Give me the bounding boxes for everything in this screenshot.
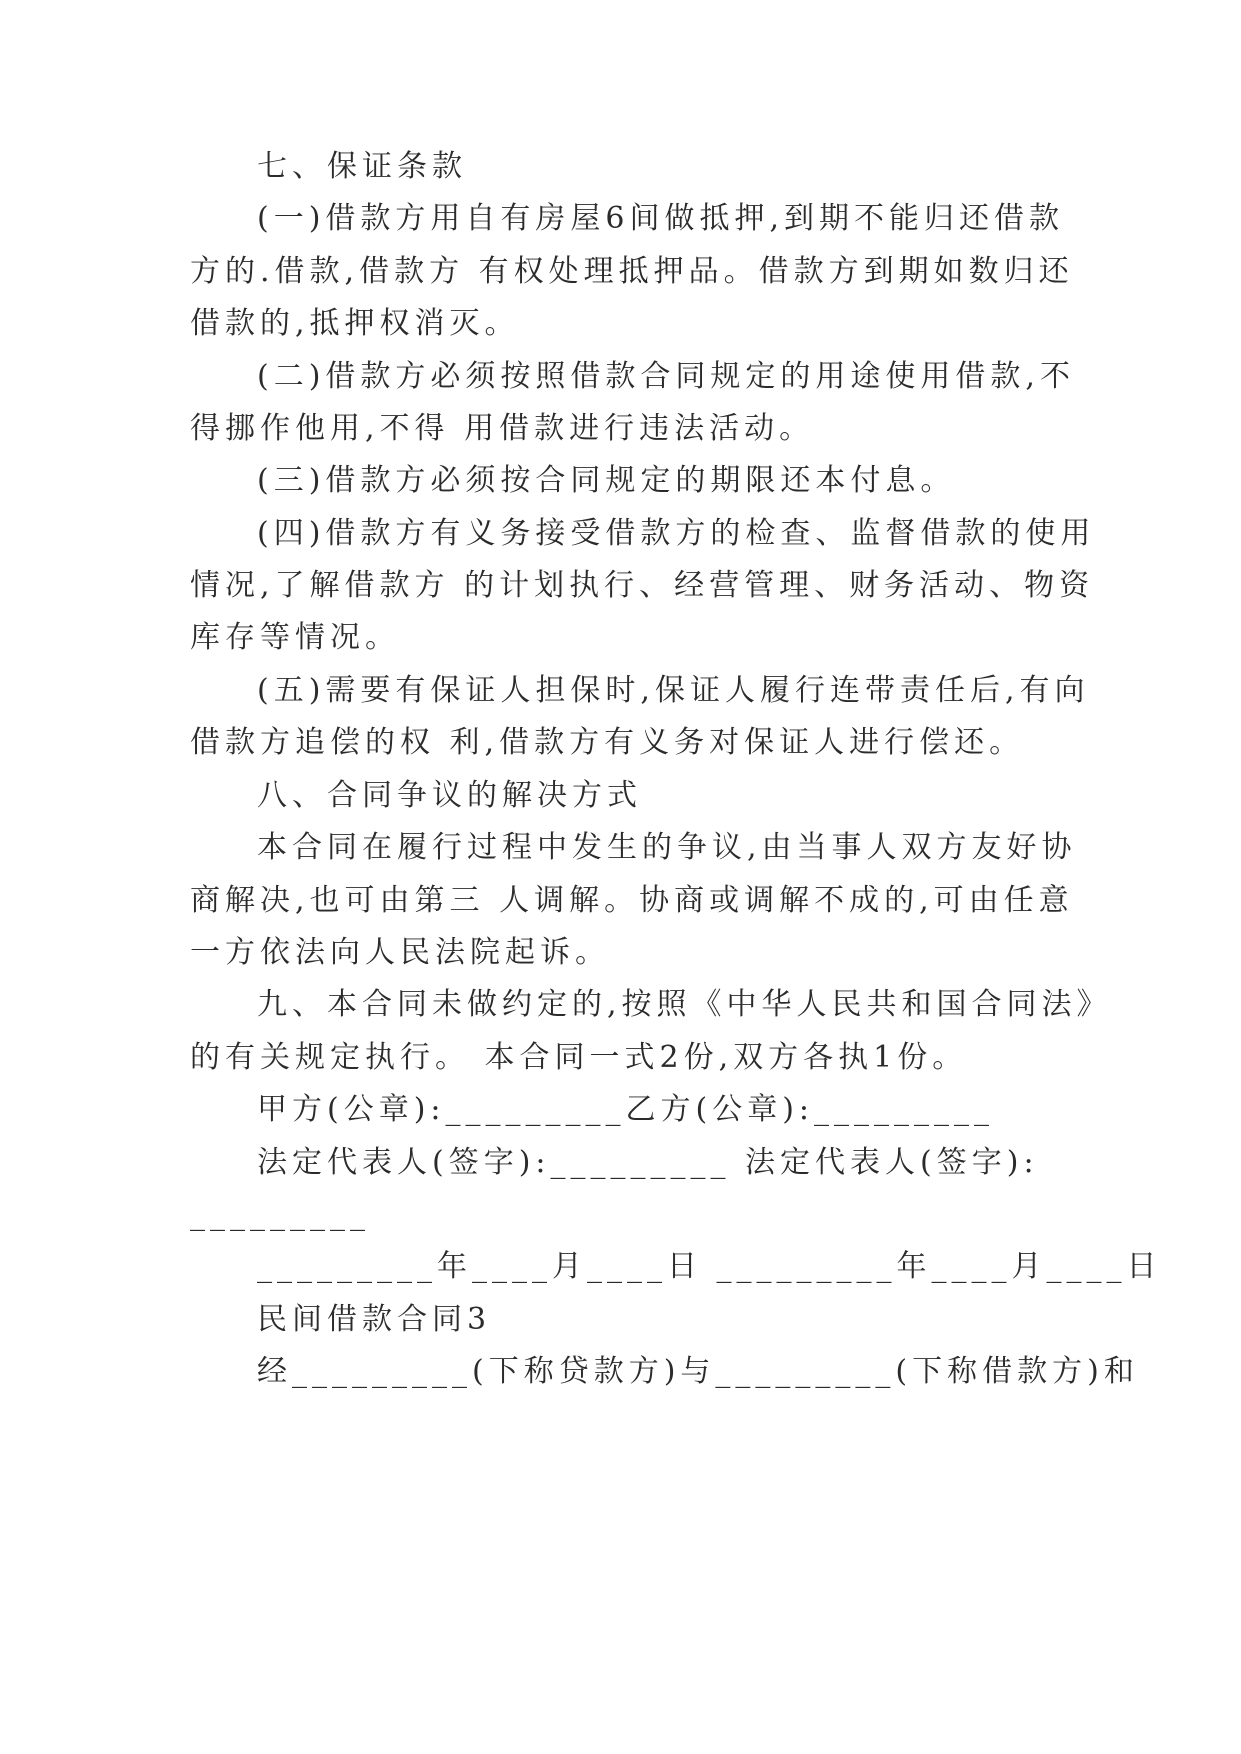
dispute-line-2: 商解决,也可由第三 人调解。协商或调解不成的,可由任意	[190, 883, 1074, 918]
clause-1-line-1: (一)借款方用自有房屋6间做抵押,到期不能归还借款	[257, 201, 1065, 236]
date-line: _________年____月____日 _________年____月____日	[257, 1249, 1162, 1284]
party-seal-line: 甲方(公章):_________乙方(公章):_________	[257, 1092, 995, 1127]
clause-3-line-1: (三)借款方必须按合同规定的期限还本付息。	[257, 463, 956, 498]
clause-4-line-2: 情况,了解借款方 的计划执行、经营管理、财务活动、物资	[190, 568, 1095, 603]
clause-1-line-2: 方的.借款,借款方 有权处理抵押品。借款方到期如数归还	[190, 254, 1074, 289]
representative-line: 法定代表人(签字):_________ 法定代表人(签字):	[257, 1145, 1039, 1180]
contract-3-title: 民间借款合同3	[257, 1302, 492, 1337]
clause-2-line-2: 得挪作他用,不得 用借款进行违法活动。	[190, 411, 815, 446]
contract-3-intro: 经_________(下称贷款方)与_________(下称借款方)和	[257, 1354, 1139, 1389]
clause-5-line-2: 借款方追偿的权 利,借款方有义务对保证人进行偿还。	[190, 725, 1025, 760]
section-9-line-2: 的有关规定执行。 本合同一式2份,双方各执1份。	[190, 1040, 968, 1075]
dispute-line-1: 本合同在履行过程中发生的争议,由当事人双方友好协	[257, 830, 1077, 865]
clause-5-line-1: (五)需要有保证人担保时,保证人履行连带责任后,有向	[257, 673, 1090, 708]
clause-4-line-3: 库存等情况。	[190, 620, 400, 655]
section-9-line-1: 九、本合同未做约定的,按照《中华人民共和国合同法》	[257, 987, 1112, 1022]
dispute-line-3: 一方依法向人民法院起诉。	[190, 935, 610, 970]
section-heading-7: 七、保证条款	[257, 149, 467, 184]
clause-4-line-1: (四)借款方有义务接受借款方的检查、监督借款的使用	[257, 516, 1096, 551]
section-heading-8: 八、合同争议的解决方式	[257, 778, 642, 813]
clause-2-line-1: (二)借款方必须按照借款合同规定的用途使用借款,不	[257, 359, 1075, 394]
clause-1-line-3: 借款的,抵押权消灭。	[190, 306, 520, 341]
representative-blank: _________	[190, 1197, 370, 1232]
